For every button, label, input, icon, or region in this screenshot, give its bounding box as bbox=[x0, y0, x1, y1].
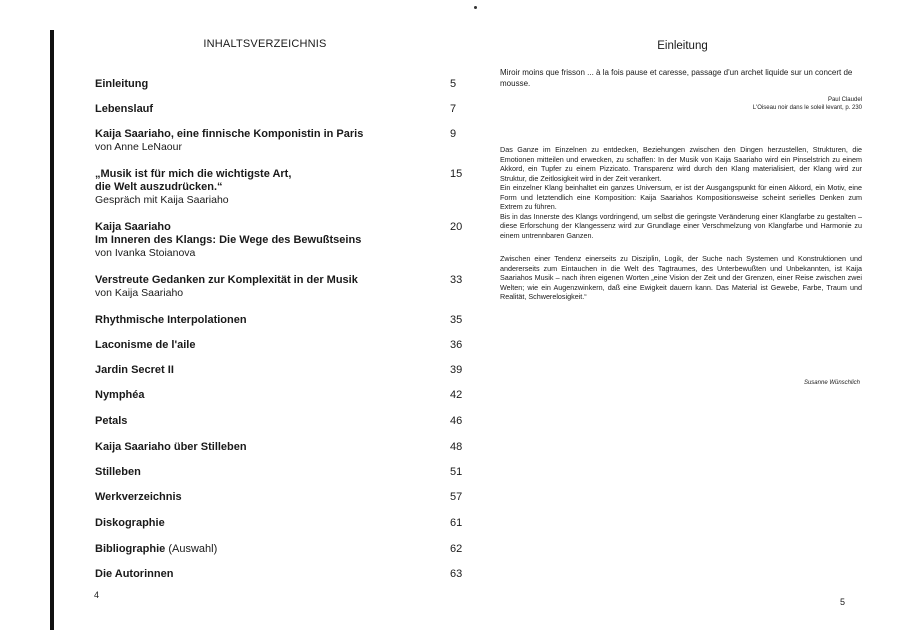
intro-paragraph: Das Ganze im Einzelnen zu entdecken, Beziehungen zwischen den Dingen herzustellen, Strukturen, die Emotionen mitteilen und erwecken, zu schaffen: In der Musik von Kaija Saariaho wird ein Pinselstrich zu einem Akkord, ein Tupfer zu einem Pizzicato. Transparenz wird durch den Klang materialisiert, der Klang wird zur Struktur, die Zeitlosigkeit wird in der Zeit verankert. bbox=[500, 145, 862, 183]
intro-body bbox=[500, 145, 862, 311]
toc-entry-title: Petals bbox=[95, 415, 128, 427]
toc-entry-author: von Kaija Saariaho bbox=[95, 287, 184, 299]
attribution-author: Paul Claudel bbox=[827, 97, 862, 103]
intro-heading: Einleitung bbox=[657, 40, 708, 52]
toc-entry-title-line2: die Welt auszudrücken.“ bbox=[95, 181, 223, 193]
author-signature: Susanne Wünschlich bbox=[803, 380, 860, 386]
toc-entry-page: 15 bbox=[450, 168, 463, 180]
toc-entry-page: 63 bbox=[450, 568, 463, 580]
intro-paragraph: Ein einzelner Klang beinhaltet ein ganzes Universum, er ist der Ausgangspunkt für einen Akkord, ein Motiv, eine Form und letztendlich eine Komposition: Kaija Saariahos Kompositionsweise scheint serielles Denken zum Extrem zu führen. bbox=[500, 183, 862, 211]
toc-entry-page: 33 bbox=[450, 274, 463, 286]
toc-entry-page: 36 bbox=[450, 339, 463, 351]
toc-entry-title: Kaija Saariaho, eine finnische Komponistin in Paris bbox=[95, 128, 364, 140]
toc-entry-page: 20 bbox=[450, 221, 463, 233]
toc-entry-inneren-des-klangs[interactable] bbox=[95, 221, 465, 260]
toc-entry-page: 57 bbox=[450, 491, 463, 503]
toc-entry-author: Gespräch mit Kaija Saariaho bbox=[95, 194, 229, 206]
toc-entry-diskographie[interactable] bbox=[95, 517, 465, 530]
toc-entry-page: 62 bbox=[450, 543, 463, 555]
scan-speck bbox=[474, 6, 477, 9]
toc-entry-finnische-komponistin[interactable] bbox=[95, 128, 465, 154]
toc-entry-lebenslauf[interactable] bbox=[95, 103, 465, 116]
attribution-source: L'Oiseau noir dans le soleil levant, p. 230 bbox=[752, 105, 862, 111]
toc-entry-title: Verstreute Gedanken zur Komplexität in der Musik bbox=[95, 274, 358, 286]
toc-entry-laconisme[interactable] bbox=[95, 339, 465, 352]
toc-entry-page: 7 bbox=[450, 103, 457, 115]
toc-entry-werkverzeichnis[interactable] bbox=[95, 491, 465, 504]
toc-entry-author: von Ivanka Stoianova bbox=[95, 247, 196, 259]
toc-entry-petals[interactable] bbox=[95, 415, 465, 428]
epigraph-attribution bbox=[753, 96, 862, 112]
toc-entry-title: Stilleben bbox=[95, 466, 141, 478]
toc-entry-page: 46 bbox=[450, 415, 463, 427]
toc-entry-autorinnen[interactable] bbox=[95, 568, 465, 581]
toc-entry-rhythmische-interpolationen[interactable] bbox=[95, 314, 465, 327]
toc-entry-page: 48 bbox=[450, 441, 463, 453]
toc-entry-title: Lebenslauf bbox=[95, 103, 154, 115]
toc-entry-title: Jardin Secret II bbox=[95, 364, 174, 376]
toc-entry-author: von Anne LeNaour bbox=[95, 141, 182, 153]
toc-entry-bibliographie[interactable] bbox=[95, 543, 465, 556]
left-page bbox=[60, 0, 470, 636]
toc-entry-ueber-stilleben[interactable] bbox=[95, 441, 465, 454]
toc-entry-stilleben[interactable] bbox=[95, 466, 465, 479]
epigraph-quote: Miroir moins que frisson ... à la fois pause et caresse, passage d'un archet liquide sur un concert de mousse. bbox=[500, 68, 853, 88]
toc-entry-gespraech[interactable] bbox=[95, 168, 465, 207]
toc-entry-title: Rhythmische Interpolationen bbox=[95, 314, 247, 326]
toc-entry-title: Diskographie bbox=[95, 517, 165, 529]
page-number-right: 5 bbox=[840, 597, 846, 607]
toc-entry-jardin-secret[interactable] bbox=[95, 364, 465, 377]
toc-entry-title: Laconisme de l'aile bbox=[95, 339, 196, 351]
toc-heading: INHALTSVERZEICHNIS bbox=[203, 38, 327, 50]
toc-entry-page: 39 bbox=[450, 364, 463, 376]
toc-entry-title: Bibliographie bbox=[95, 543, 166, 555]
toc-entry-title: Kaija Saariaho über Stilleben bbox=[95, 441, 247, 453]
toc-entry-page: 51 bbox=[450, 466, 463, 478]
intro-paragraph: Zwischen einer Tendenz einerseits zu Disziplin, Logik, der Suche nach Systemen und Konstruktionen und andererseits zum Eintauchen in die Welt des Tagtraumes, des Unterbewußten und Unbekannten, ist Kaija Saariahos Musik – nach ihren eigenen Worten „eine Vision der Zeit und der Grenzen, einer Reise zwischen zwei Welten; wie ein Augenzwinkern, daß eine Ewigkeit dauern kann. Das Material ist Gewebe, Farbe, Traum und Realität, Schwerelosigkeit.“ bbox=[500, 254, 862, 301]
toc-entry-page: 42 bbox=[450, 389, 463, 401]
toc-entry-title: Die Autorinnen bbox=[95, 568, 174, 580]
binding-edge bbox=[50, 30, 54, 630]
toc-entry-verstreute-gedanken[interactable] bbox=[95, 274, 465, 300]
page-number-left: 4 bbox=[94, 590, 100, 600]
toc-entry-einleitung[interactable] bbox=[95, 78, 465, 91]
right-page bbox=[495, 0, 870, 636]
toc-entry-title: Werkverzeichnis bbox=[95, 491, 182, 503]
toc-entry-title: Nymphéa bbox=[95, 389, 145, 401]
toc-entry-page: 9 bbox=[450, 128, 457, 140]
toc-entry-title: „Musik ist für mich die wichtigste Art, bbox=[95, 168, 292, 180]
toc-entry-title: Kaija Saariaho bbox=[95, 221, 171, 233]
toc-entry-title-suffix: (Auswahl) bbox=[165, 543, 218, 555]
toc-entry-title: Einleitung bbox=[95, 78, 149, 90]
toc-entry-page: 35 bbox=[450, 314, 463, 326]
toc-entry-nymphea[interactable] bbox=[95, 389, 465, 402]
toc-entry-page: 61 bbox=[450, 517, 463, 529]
toc-entry-page: 5 bbox=[450, 78, 457, 90]
toc-entry-title-wrapper bbox=[95, 543, 395, 556]
toc-entry-title-line2: Im Inneren des Klangs: Die Wege des Bewußtseins bbox=[95, 234, 362, 246]
intro-paragraph: Bis in das Innerste des Klangs vordringend, um selbst die geringste Veränderung einer Klangfarbe zu gestalten – diese Erforschung der Klangessenz wird zur Grundlage einer Verschmelzung von Klangfarbe und Harmonie zu einem untrennbaren Ganzen. bbox=[500, 211, 862, 240]
